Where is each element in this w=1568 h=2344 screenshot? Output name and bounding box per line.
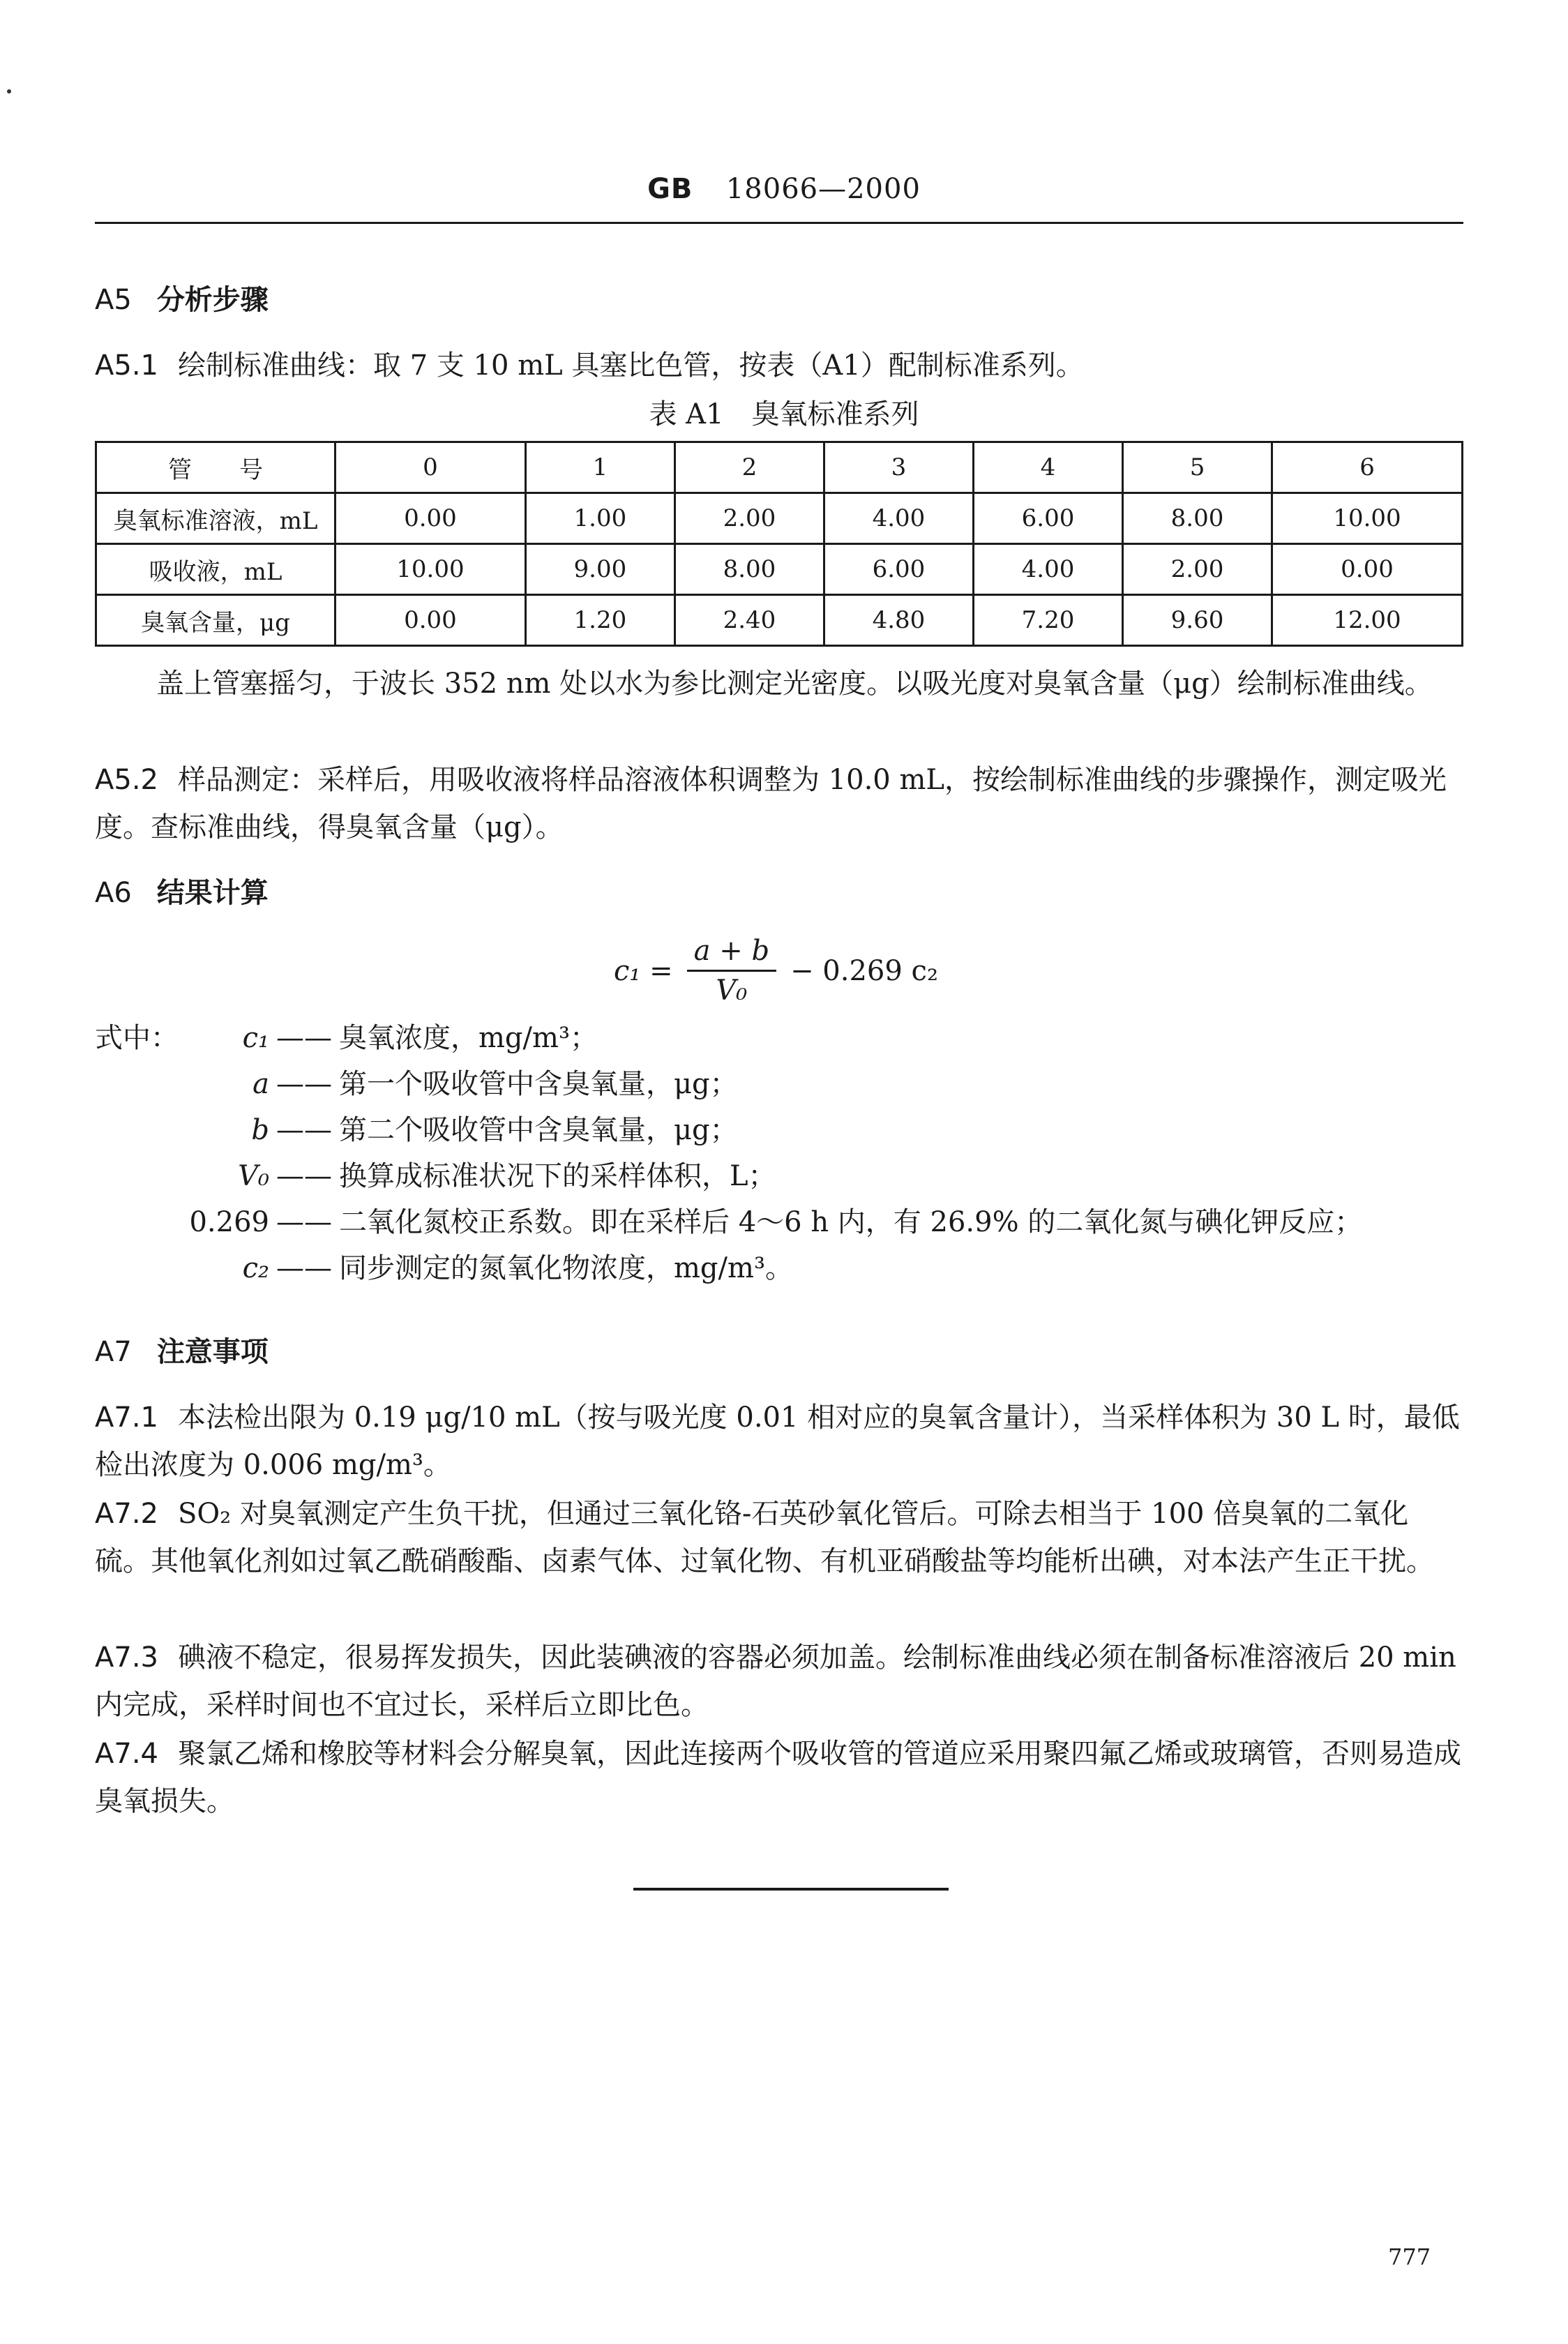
table-row: [96, 493, 1463, 544]
definition-symbol: a: [252, 1068, 269, 1100]
table-cell: 6.00: [973, 493, 1122, 544]
clause-a7-2: [95, 1490, 1463, 1585]
table-cell: 6.00: [824, 544, 973, 595]
section-title: 分析步骤: [156, 284, 269, 316]
clause-number: A7.1: [95, 1402, 158, 1434]
table-title: 臭氧标准系列: [751, 398, 919, 430]
table-cell: 9.00: [525, 544, 674, 595]
definition-row: [95, 1015, 1362, 1061]
page-header: [0, 173, 1568, 205]
formula-denominator: V₀: [716, 975, 748, 1007]
clause-text: SO₂ 对臭氧测定产生负干扰，但通过三氧化铬-石英砂氧化管后。可除去相当于 100 倍臭氧的二氧化硫。其他氧化剂如过氧乙酰硝酸酯、卤素气体、过氧化物、有机亚硝酸盐等均能析出碘，对本法产生正干扰。: [95, 1498, 1434, 1577]
standard-prefix: GB: [647, 173, 693, 205]
table-cell: 4.80: [824, 595, 973, 646]
section-title: 注意事项: [156, 1336, 269, 1368]
row-label-cell: 臭氧标准溶液，mL: [96, 493, 336, 544]
row-label-cell: 吸收液，mL: [96, 544, 336, 595]
table-cell: 8.00: [1123, 493, 1272, 544]
table-header-row: [96, 442, 1463, 493]
clause-text: 本法检出限为 0.19 μg/10 mL（按与吸光度 0.01 相对应的臭氧含量计），当采样体积为 30 L 时，最低检出浓度为 0.006 mg/m³。: [95, 1402, 1460, 1481]
table-id: 表 A1: [649, 398, 724, 430]
clause-number: A7.3: [95, 1641, 158, 1674]
table-cell: 1.00: [525, 493, 674, 544]
definition-dash: ——: [276, 1160, 332, 1192]
header-cell: 2: [674, 442, 824, 493]
definition-dash: ——: [276, 1206, 332, 1238]
definition-text: 换算成标准状况下的采样体积，L；: [339, 1160, 776, 1192]
clause-text: 样品测定：采样后，用吸收液将样品溶液体积调整为 10.0 mL，按绘制标准曲线的步骤操作，测定吸光度。查标准曲线，得臭氧含量（μg）。: [95, 764, 1447, 843]
clause-text: 绘制标准曲线：取 7 支 10 mL 具塞比色管，按表（A1）配制标准系列。: [177, 350, 1084, 382]
definition-row: [95, 1199, 1362, 1245]
section-a5-heading: [95, 276, 1463, 324]
formula-definitions: [95, 1015, 1362, 1291]
result-formula: [614, 935, 938, 1007]
section-title: 结果计算: [156, 877, 269, 909]
clause-number: A5.1: [95, 350, 158, 382]
header-cell: 4: [973, 442, 1122, 493]
table-cell: 2.00: [674, 493, 824, 544]
definition-symbol: c₂: [242, 1252, 269, 1284]
page-number: 777: [1388, 2244, 1431, 2270]
definition-text: 同步测定的氮氧化物浓度，mg/m³。: [339, 1252, 793, 1284]
definition-text: 二氧化氮校正系数。即在采样后 4～6 h 内，有 26.9% 的二氧化氮与碘化钾反应；: [339, 1206, 1363, 1238]
definition-dash: ——: [276, 1068, 332, 1100]
clause-text: 聚氯乙烯和橡胶等材料会分解臭氧，因此连接两个吸收管的管道应采用聚四氟乙烯或玻璃管，否则易造成臭氧损失。: [95, 1738, 1461, 1817]
row-label-cell: 臭氧含量，μg: [96, 595, 336, 646]
header-cell: 6: [1272, 442, 1463, 493]
table-cell: 0.00: [1272, 544, 1463, 595]
formula-rhs: − 0.269 c₂: [790, 954, 938, 987]
clause-a7-1: [95, 1394, 1463, 1489]
scan-speck: [7, 89, 11, 93]
clause-number: A5.2: [95, 764, 158, 796]
table-cell: 10.00: [1272, 493, 1463, 544]
table-cell: 2.00: [1123, 544, 1272, 595]
header-cell: 1: [525, 442, 674, 493]
table-cell: 9.60: [1123, 595, 1272, 646]
definition-row: [95, 1061, 1362, 1107]
table-caption: [0, 392, 1568, 432]
ozone-standard-table: [95, 441, 1463, 647]
definition-symbol: c₁: [242, 1022, 269, 1054]
end-of-document-rule: [633, 1888, 949, 1891]
clause-number: A7.4: [95, 1738, 158, 1770]
header-cell: 5: [1123, 442, 1272, 493]
table-cell: 7.20: [973, 595, 1122, 646]
table-cell: 0.00: [336, 595, 526, 646]
table-cell: 10.00: [336, 544, 526, 595]
table-row: [96, 544, 1463, 595]
formula-lhs: c₁ =: [614, 954, 673, 987]
standard-number: 18066—2000: [725, 173, 921, 205]
clause-number: A7.2: [95, 1498, 158, 1530]
table-cell: 8.00: [674, 544, 824, 595]
definition-text: 臭氧浓度，mg/m³；: [339, 1022, 598, 1054]
table-cell: 1.20: [525, 595, 674, 646]
table-cell: 12.00: [1272, 595, 1463, 646]
definition-text: 第二个吸收管中含臭氧量，μg；: [339, 1114, 738, 1146]
table-cell: 4.00: [824, 493, 973, 544]
definition-dash: ——: [276, 1022, 332, 1054]
header-cell: 0: [336, 442, 526, 493]
paragraph-after-table: 盖上管塞摇匀，于波长 352 nm 处以水为参比测定光密度。以吸光度对臭氧含量（μg）绘制标准曲线。: [156, 668, 1433, 700]
header-label-cell: 管 号: [96, 442, 336, 493]
table-row: [96, 595, 1463, 646]
formula-fraction: [687, 935, 776, 1007]
definition-symbol: b: [251, 1114, 269, 1146]
header-cell: 3: [824, 442, 973, 493]
table-cell: 2.40: [674, 595, 824, 646]
clause-a5-2: [95, 756, 1463, 851]
definitions-intro: 式中：: [95, 1022, 179, 1054]
table-cell: 0.00: [336, 493, 526, 544]
definition-text: 第一个吸收管中含臭氧量，μg；: [339, 1068, 738, 1100]
section-number: A5: [95, 284, 132, 316]
clause-a7-4: [95, 1730, 1463, 1825]
definition-row: [95, 1107, 1362, 1153]
section-a7-heading: [95, 1328, 1463, 1376]
clause-a5-1: [95, 342, 1463, 389]
definition-dash: ——: [276, 1252, 332, 1284]
table-cell: 4.00: [973, 544, 1122, 595]
definition-row: [95, 1153, 1362, 1199]
formula-numerator: a + b: [687, 935, 776, 972]
definition-symbol: V₀: [238, 1160, 269, 1192]
section-a6-heading: [95, 869, 1463, 917]
section-number: A6: [95, 877, 132, 909]
section-number: A7: [95, 1336, 132, 1368]
definition-row: [95, 1245, 1362, 1291]
definition-dash: ——: [276, 1114, 332, 1146]
definition-symbol: 0.269: [189, 1206, 269, 1238]
clause-a7-3: [95, 1634, 1463, 1729]
header-rule: [95, 222, 1463, 224]
clause-text: 碘液不稳定，很易挥发损失，因此装碘液的容器必须加盖。绘制标准曲线必须在制备标准溶液后 20 min 内完成，采样时间也不宜过长，采样后立即比色。: [95, 1641, 1456, 1721]
